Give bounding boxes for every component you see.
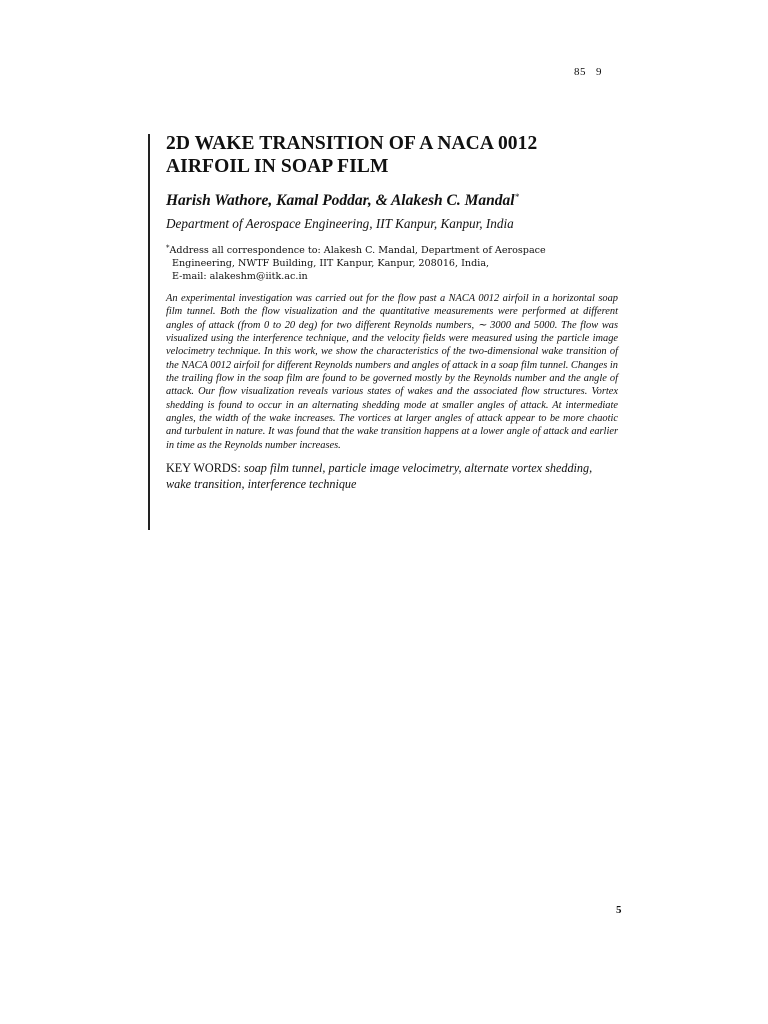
title-line-2: AIRFOIL IN SOAP FILM [166, 156, 389, 177]
title-line-1: 2D WAKE TRANSITION OF A NACA 0012 [166, 133, 538, 154]
keywords-label: KEY WORDS: [166, 461, 241, 476]
correspondence-line-2: Engineering, NWTF Building, IIT Kanpur, Kanpur, 208016, India, [172, 258, 490, 269]
correspondence-mark: * [166, 244, 170, 252]
paper-title [166, 132, 618, 178]
page-number: 5 [616, 904, 622, 916]
page-header [574, 66, 602, 78]
margin-rule [148, 134, 150, 530]
correspondence-note [166, 242, 618, 283]
correspondence-line-1: *Address all correspondence to: Alakesh C. Mandal, Department of Aerospace [166, 244, 546, 256]
author-footnote-mark: * [514, 192, 520, 202]
issue-number: 9 [596, 66, 602, 78]
article-front-matter [166, 132, 618, 492]
correspondence-line-3: E-mail: alakeshm@iitk.ac.in [172, 271, 308, 282]
volume-number: 85 [574, 66, 586, 78]
abstract: An experimental investigation was carried out for the flow past a NACA 0012 airfoil in a horizontal soap film tunnel. Both the flow visualization and the quantitative measurements were performed at different angles of attack (from 0 to 20 deg) for two different Reynolds numbers, ∼ 3000 and 5000. The flow was visualized using the interference technique, and the velocity fields were measured using the particle image velocimetry technique. In this work, we show the characteristics of the two-dimensional wake transition of the NACA 0012 airfoil for different Reynolds numbers and angles of attack in a soap film tunnel. Changes in the trailing flow in the soap film are found to be governed mostly by the Reynolds number and the angle of attack. Our flow visualization reveals various states of wakes and the associated flow structures. Vortex shedding is found to occur in an alternating shedding mode at smaller angles of attack. At intermediate angles, the width of the wake increases. The vortices at larger angles of attack appear to be more chaotic and turbulent in nature. It was found that the wake transition happens at a lower angle of attack and earlier in time as the Reynolds number increases. [166, 293, 618, 451]
keywords [166, 460, 618, 492]
author-list [166, 187, 618, 211]
authors-text: Harish Wathore, Kamal Poddar, & Alakesh C. Mandal [166, 192, 515, 209]
keywords-text: soap film tunnel, particle image velocimetry, alternate vortex shedding, wake transition, interference technique [166, 461, 593, 492]
affiliation: Department of Aerospace Engineering, IIT Kanpur, Kanpur, India [166, 216, 514, 231]
